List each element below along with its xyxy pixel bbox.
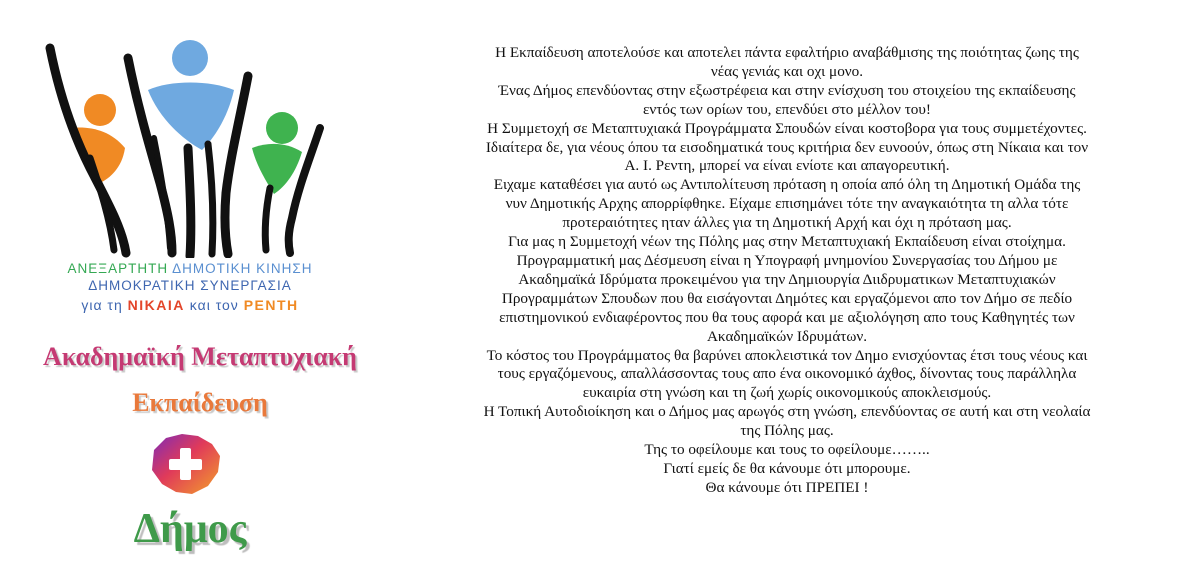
manifesto-text [382, 44, 1192, 498]
headline-academic-postgraduate: Ακαδημαϊκή Μεταπτυχιακή [43, 342, 357, 371]
manifesto-line: Ειχαμε καταθέσει για αυτό ως Αντιπολίτευση πρόταση η οποία από όλη τη Δημοτική Ομάδα της [493, 176, 1081, 194]
manifesto-line: νυν Δημοτικής Αρχης απορρίφθηκε. Είχαμε επισημάνει τότε την αναγκαιότητα τη αλλα τότε [505, 195, 1069, 213]
manifesto-line: της Πόλης μας. [740, 422, 834, 440]
manifesto-line: Της το οφείλουμε και τους το οφείλουμε…….. [644, 441, 930, 459]
manifesto-line: Ακαδημαϊκά Ιδρύματα προκειμένου για την Δημιουργία Διιδρυματικων Μεταπτυχιακών [518, 270, 1056, 288]
manifesto-line: προτεραιότητες ηταν άλλες για τη Δημοτική Αρχή και όχι η πρόταση μας. [562, 214, 1012, 232]
manifesto-line: Α. Ι. Ρεντη, μπορεί να είναι ενίοτε και απαγορευτική. [624, 157, 950, 175]
manifesto-line: Η Τοπική Αυτοδιοίκηση και ο Δήμος μας αρωγός στη γνώση, επενδύοντας σε αυτή και στη νεολαία [483, 403, 1091, 421]
manifesto-line: ευκαιρία στη γνώση και τη ζωή χωρίς οικονομικούς αποκλεισμούς. [582, 384, 992, 402]
left-panel [0, 0, 380, 575]
manifesto-line: Γιατί εμείς δε θα κάνουμε ότι μπορουμε. [663, 459, 911, 477]
logo-tagline-2: ΔΗΜΟΚΡΑΤΙΚΗ ΣΥΝΕΡΓΑΣΙΑ [88, 278, 292, 293]
manifesto-line: Θα κάνουμε ότι ΠΡΕΠΕΙ ! [705, 478, 869, 496]
manifesto-line: Η Εκπαίδευση αποτελούσε και αποτελει πάντα εφαλτήριο αναβάθμισης της ποιότητας ζωης της [495, 44, 1079, 61]
manifesto-line: Ένας Δήμος επενδύοντας στην εξωστρέφεια και στην ενίσχυση του στοιχείου της εκπαίδευσης [498, 81, 1076, 99]
party-logo-figures-icon [30, 18, 330, 258]
manifesto-line: Προγραμμάτων Σπουδων που θα εισάγονται Δημότες και εργαζόμενοι απο τον Δήμο σε πεδίο [501, 289, 1073, 307]
logo-tagline-3-nikaia: ΝΙΚΑΙΑ [127, 297, 185, 313]
headline-education: Εκπαίδευση [132, 388, 268, 417]
logo-tagline-1 [0, 261, 380, 276]
manifesto-line: επιστημονικού ενδιαφέροντος που θα τους αφορά και με αξιολόγηση απο τους Καθηγητές των [499, 308, 1075, 326]
manifesto-line: νέας γενιάς και οχι μονο. [710, 62, 864, 80]
headline-municipality: Δήμος [133, 506, 247, 552]
manifesto-line: εντός των ορίων του, επενδύει στο μέλλον του! [643, 100, 931, 118]
manifesto-line: Το κόστος του Προγράμματος θα βαρύνει αποκλειστικά τον Δημο ενισχύοντας έτσι τους νέους και [486, 346, 1088, 364]
logo-tagline-3-part-1: για τη [81, 297, 123, 313]
manifesto-line: Για μας η Συμμετοχή νέων της Πόλης μας στην Μεταπτυχιακή Εκπαίδευση είναι στοίχημα. [508, 233, 1066, 251]
manifesto-line: Ακαδημαϊκών Ιδρυμάτων. [706, 327, 868, 345]
manifesto-line: Ιδιαίτερα δε, για νέους όπου τα εισοδηματικά τους κριτήρια δεν ευνοούν, όπως στη Νίκαια και τον [485, 138, 1089, 156]
plus-map-icon [146, 430, 224, 498]
logo-tagline-3 [0, 297, 380, 313]
manifesto-line: Η Συμμετοχή σε Μεταπτυχιακά Προγράμματα Σπουδών είναι κοστοβορα για τους συμμετέχοντες. [487, 119, 1087, 137]
logo-tagline-1-part-2: ΔΗΜΟΤΙΚΗ ΚΙΝΗΣΗ [172, 261, 313, 276]
logo-tagline-1-part-1: ΑΝΕΞΑΡΤΗΤΗ [67, 261, 169, 276]
logo-tagline-3-part-3: και τον [189, 297, 239, 313]
manifesto-line: Προγραμματική μας Δέσμευση είναι η Υπογραφή μνημονίου Συνεργασίας του Δήμου με [516, 251, 1058, 269]
manifesto-line: τους εργαζόμενους, απαλλάσσοντας τους απο ένα οικονομικό άχθος, δίνοντας τους παράλληλα [497, 365, 1077, 383]
logo-tagline-3-renti: ΡΕΝΤΗ [243, 297, 299, 313]
